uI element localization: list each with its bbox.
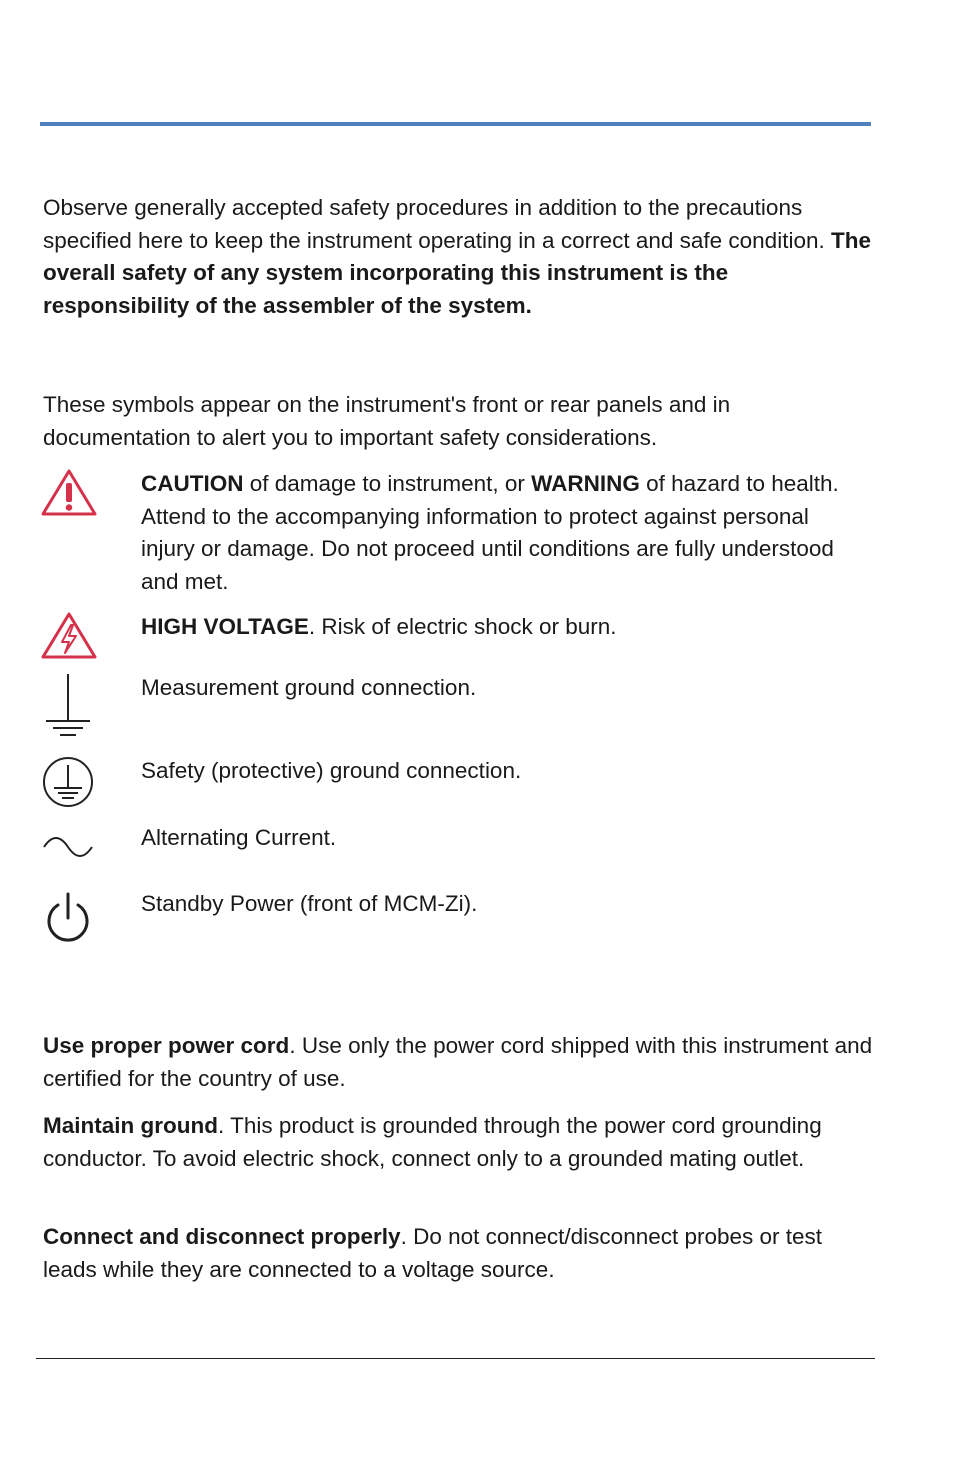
high-voltage-description: HIGH VOLTAGE. Risk of electric shock or burn. [141,614,617,639]
precaution-maintain-ground: Maintain ground. This product is grounded through the power cord grounding conductor. To avoid electric shock, connect only to a grounded mating outlet. [43,1113,822,1171]
standby-power-icon [40,888,96,946]
header-rule [40,122,871,126]
caution-triangle-icon [40,468,98,518]
safety-ground-icon [40,755,96,811]
measurement-ground-icon [40,672,96,738]
caution-description: CAUTION of damage to instrument, or WARNING of hazard to health. Attend to the accompanying information to protect against personal injury or damage. Do not proceed until conditions are fully understood and met. [141,471,839,594]
intro-bold-text: The overall safety of any system incorporating this instrument is the responsibility of the assembler of the system. [43,227,871,318]
precaution-power-cord: Use proper power cord. Use only the power cord shipped with this instrument and certified for the country of use. [43,1033,873,1091]
alternating-current-description: Alternating Current. [141,825,337,850]
measurement-ground-description: Measurement ground connection. [141,675,477,700]
footer-rule [36,1358,875,1359]
symbols-intro-paragraph: These symbols appear on the instrument's front or rear panels and in documentation to alert you to important safety considerations. [43,392,731,450]
intro-text: Observe generally accepted safety procedures in addition to the precautions specified here to keep the instrument operating in a correct and safe condition. [43,195,831,253]
safety-ground-description: Safety (protective) ground connection. [141,758,522,783]
standby-power-description: Standby Power (front of MCM-Zi). [141,891,478,916]
precaution-connect-properly: Connect and disconnect properly. Do not connect/disconnect probes or test leads while they are connected to a voltage source. [43,1224,823,1282]
safety-intro-paragraph [43,192,873,322]
alternating-current-icon [40,822,96,866]
high-voltage-icon [40,611,98,661]
